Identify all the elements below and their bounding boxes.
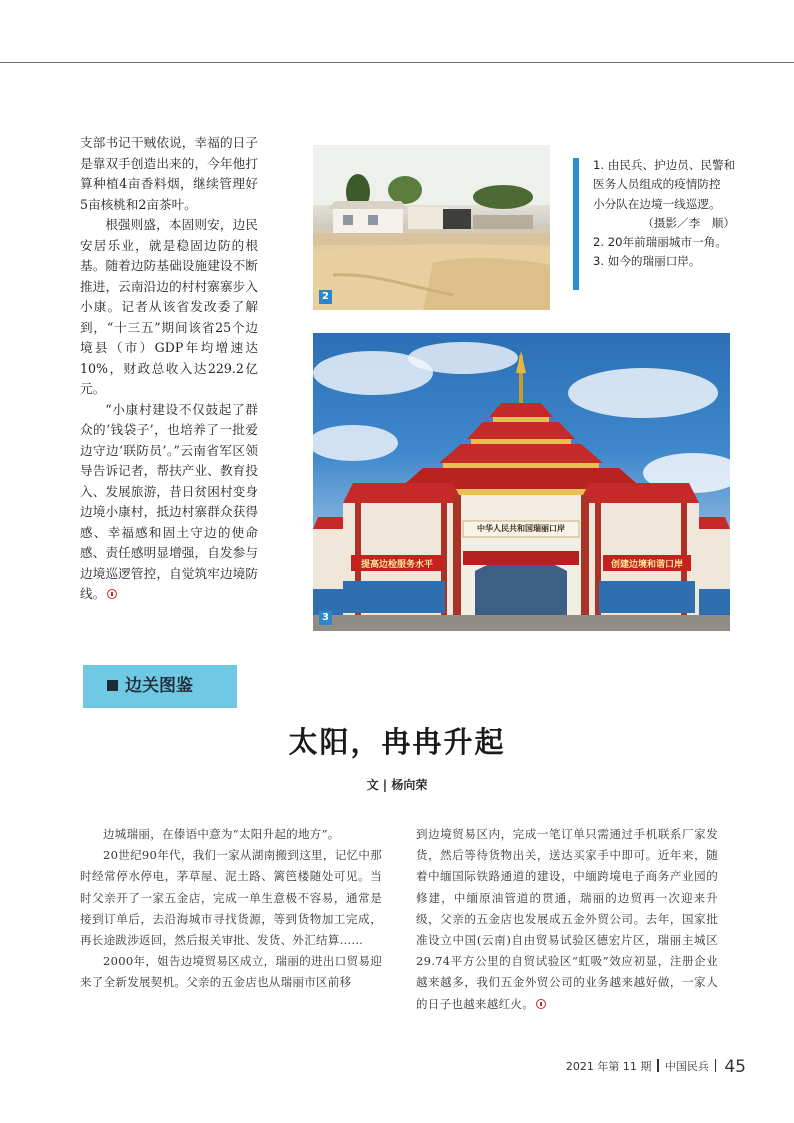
page-footer: [566, 1057, 746, 1077]
paragraph: 边城瑞丽，在傣语中意为“太阳升起的地方”。: [103, 827, 340, 841]
left-text-column: [80, 133, 258, 605]
gate-sign: 中华人民共和国瑞丽口岸: [477, 524, 565, 533]
caption-line: 小分队在边境一线巡逻。: [593, 196, 721, 211]
magazine-name: 中国民兵: [664, 1060, 709, 1073]
paragraph-text: “小康村建设不仅鼓起了群众的‘钱袋子’，也培养了一批爱边守边‘联防员’。”云南省军区领导告诉记者，帮扶产业、教育投入、发展旅游，昔日贫困村变身边境小康村，抵边村寨群众获得感、幸福感和固土守边的使命感、责任感明显增强，自发参与边境巡逻管控，自觉筑牢边境防线。: [80, 401, 258, 601]
footer-divider: [657, 1059, 659, 1072]
page-number: 45: [724, 1057, 746, 1077]
banner-right-text: 创建边境和谐口岸: [610, 560, 683, 570]
caption-accent-bar: [573, 158, 579, 290]
paragraph: [416, 824, 718, 1015]
section-banner: [83, 665, 237, 708]
photo-town-20-years-ago: [313, 145, 550, 310]
section-label: 边关图鉴: [125, 676, 193, 696]
paragraph-text: 到边境贸易区内，完成一笔订单只需通过手机联系厂家发货，然后等待货物出关，送达买家手中即可。近年来，随着中缅国际铁路通道的建设，中缅跨境电子商务产业园的修建，中缅原油管道的贯通，瑞丽的边贸再一次迎来升级，父亲的五金店也发展成五金外贸公司。去年，国家批准设立中国(云南)自由贸易试验区德宏片区，瑞丽主城区29.74平方公里的自贸试验区“虹吸”效应初显，注册企业越来越多，我们五金外贸公司的业务越来越好做，一家人的日子也越来越红火。: [416, 827, 718, 1011]
photo-credit: （摄影／李 顺）: [642, 215, 735, 230]
paragraph: [80, 400, 258, 605]
article-title: 太阳，冉冉升起: [288, 725, 506, 759]
article-column-right: [416, 824, 718, 1015]
article-byline: 文 | 杨向荣: [366, 778, 428, 792]
town-scene-illustration: [313, 145, 550, 310]
footer-divider: [715, 1059, 717, 1072]
caption-line: 医务人员组成的疫情防控: [593, 177, 721, 192]
caption-line: 1. 由民兵、护边员、民警和: [593, 158, 736, 172]
article-column-left: [80, 824, 382, 994]
photo-number-badge: 2: [319, 290, 332, 304]
banner-left-text: 提高边检服务水平: [360, 560, 433, 570]
square-bullet-icon: [107, 680, 118, 691]
paragraph: 支部书记干贼依说，幸福的日子是靠双手创造出来的，今年他打算种植4亩香料烟，继续管理好5亩核桃和2亩茶叶。: [80, 135, 258, 212]
paragraph: 20世纪90年代，我们一家从湖南搬到这里，记忆中那时经常停水停电，茅草屋、泥土路、篱笆楼随处可见。当时父亲开了一家五金店，完成一单生意极不容易，通常是接到订单后，去沿海城市寻找货源，等到货物加工完成，再长途跋涉返回，然后报关审批、发货、外汇结算……: [80, 848, 382, 948]
photo-caption: [593, 156, 753, 272]
paragraph: 根强则盛，本固则安，边民安居乐业，就是稳固边防的根基。随着边防基础设施建设不断推进，云南沿边的村村寨寨步入小康。记者从该省发改委了解到，“十三五”期间该省25个边境县（市）GDP年均增速达10%，财政总收入达229.2亿元。: [80, 217, 258, 396]
issue-label: 2021 年第 11 期: [565, 1060, 652, 1073]
port-gate-illustration: [313, 333, 730, 631]
caption-line: 2. 20年前瑞丽城市一角。: [593, 235, 727, 250]
photo-ruili-port: [313, 333, 730, 631]
paragraph: 2000年，姐告边境贸易区成立，瑞丽的进出口贸易迎来了全新发展契机。父亲的五金店也从瑞丽市区前移: [80, 954, 382, 990]
header-rule: [0, 62, 794, 63]
end-mark-icon: [536, 999, 546, 1009]
photo-number-badge: 3: [319, 611, 332, 625]
end-mark-icon: [107, 589, 117, 599]
caption-line: 3. 如今的瑞丽口岸。: [593, 254, 701, 269]
